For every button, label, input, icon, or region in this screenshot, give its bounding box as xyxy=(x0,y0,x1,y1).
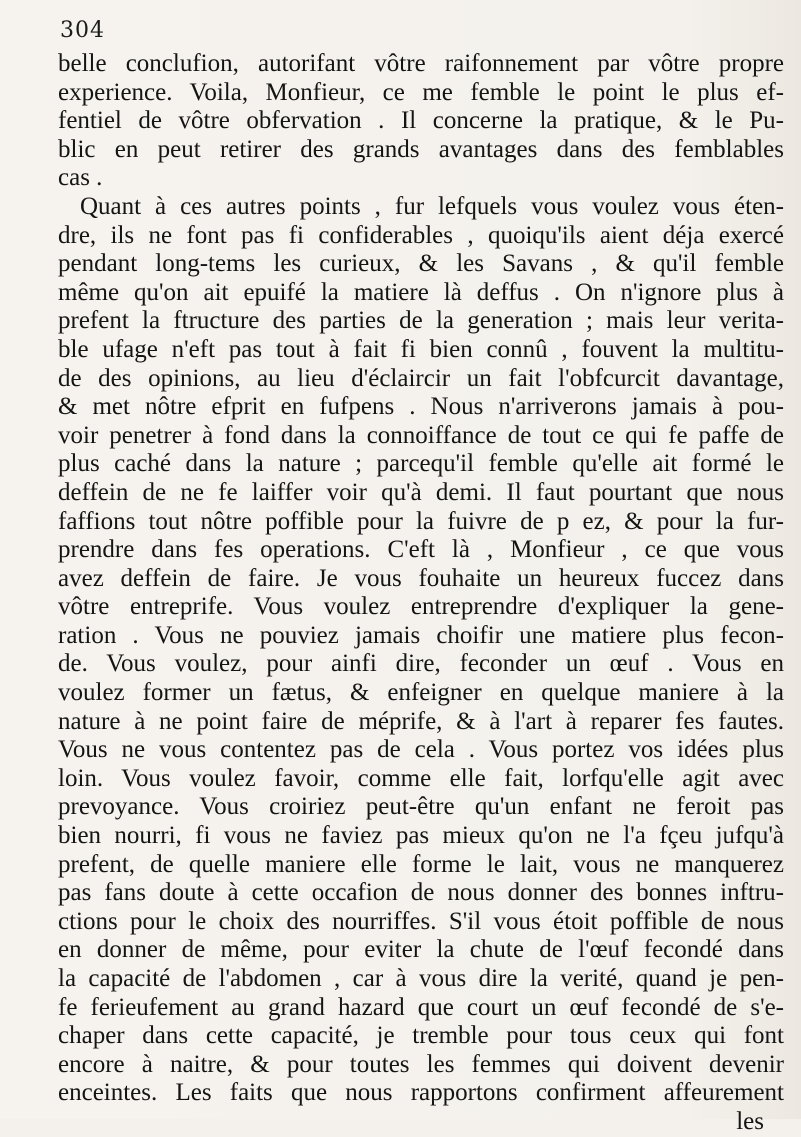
text-line: prefent la ftructure des parties de la generation ; mais leur verita- xyxy=(58,307,784,335)
text-line: bien nourri, fi vous ne faviez pas mieux qu'on ne l'a fçeu jufqu'à xyxy=(58,822,784,850)
text-line: pas fans doute à cette occafion de nous donner des bonnes inftru- xyxy=(58,879,784,907)
text-line: dre, ils ne font pas fi confiderables , quoiqu'ils aient déja exercé xyxy=(58,221,784,249)
text-line: avez deffein de faire. Je vous fouhaite un heureux fuccez dans xyxy=(58,564,784,592)
text-line: faffions tout nôtre poffible pour la fuivre de p ez, & pour la fur- xyxy=(58,507,784,535)
text-line: chaper dans cette capacité, je tremble pour tous ceux qui font xyxy=(58,1022,784,1050)
text-line: en donner de même, pour eviter la chute de l'œuf fecondé dans xyxy=(58,936,784,964)
text-line: voulez former un fætus, & enfeigner en quelque maniere à la xyxy=(58,679,784,707)
text-line: enceintes. Les faits que nous rapportons confirment affeurement xyxy=(58,1079,784,1107)
text-line: experience. Voila, Monfieur, ce me femble le point le plus ef- xyxy=(58,78,784,106)
text-line: fentiel de vôtre obfervation . Il concerne la pratique, & le Pu- xyxy=(58,107,784,135)
text-line: de. Vous voulez, pour ainfi dire, feconder un œuf . Vous en xyxy=(58,650,784,678)
text-line: deffein de ne fe laiffer voir qu'à demi. Il faut pourtant que nous xyxy=(58,478,784,506)
text-line: blic en peut retirer des grands avantages dans des femblables xyxy=(58,135,784,163)
text-line: même qu'on ait epuifé la matiere là deffus . On n'ignore plus à xyxy=(58,278,784,306)
text-line: cas . xyxy=(58,164,103,192)
body-text xyxy=(58,50,784,1137)
text-line: ctions pour le choix des nourriffes. S'il vous étoit poffible de nous xyxy=(58,907,784,935)
catchword: les xyxy=(736,1107,764,1135)
text-line: de des opinions, au lieu d'éclaircir un fait l'obfcurcit davantage, xyxy=(58,364,784,392)
text-line: encore à naitre, & pour toutes les femmes qui doivent devenir xyxy=(58,1050,784,1078)
text-line: loin. Vous voulez favoir, comme elle fait, lorfqu'elle agit avec xyxy=(58,764,784,792)
text-line: nature à ne point faire de méprife, & à l'art à reparer fes fautes. xyxy=(58,707,784,735)
text-line: vôtre entreprife. Vous voulez entreprendre d'expliquer la gene- xyxy=(58,593,784,621)
text-line: la capacité de l'abdomen , car à vous dire la verité, quand je pen- xyxy=(58,965,784,992)
text-line: & met nôtre efprit en fufpens . Nous n'arriverons jamais à pou- xyxy=(58,393,784,421)
page-number: 304 xyxy=(60,18,105,43)
text-line: Quant à ces autres points , fur lefquels vous voulez vous éten- xyxy=(80,192,784,220)
text-line: ble ufage n'eft pas tout à fait fi bien connû , fouvent la multitu- xyxy=(58,335,784,363)
text-line: belle conclufion, autorifant vôtre raifonnement par vôtre propre xyxy=(58,50,784,77)
text-line: Vous ne vous contentez pas de cela . Vous portez vos idées plus xyxy=(58,736,784,764)
text-line: prevoyance. Vous croiriez peut-être qu'un enfant ne feroit pas xyxy=(58,793,784,821)
text-line: plus caché dans la nature ; parcequ'il femble qu'elle ait formé le xyxy=(58,450,784,478)
text-line: fe ferieufement au grand hazard que court un œuf fecondé de s'e- xyxy=(58,993,784,1021)
text-line: voir penetrer à fond dans la connoiffance de tout ce qui fe paffe de xyxy=(58,421,784,449)
text-line: prendre dans fes operations. C'eft là , Monfieur , ce que vous xyxy=(58,536,784,564)
text-line: pendant long-tems les curieux, & les Savans , & qu'il femble xyxy=(58,250,784,278)
text-line: prefent, de quelle maniere elle forme le lait, vous ne manquerez xyxy=(58,850,784,878)
text-line: ration . Vous ne pouviez jamais choifir une matiere plus fecon- xyxy=(58,621,784,649)
